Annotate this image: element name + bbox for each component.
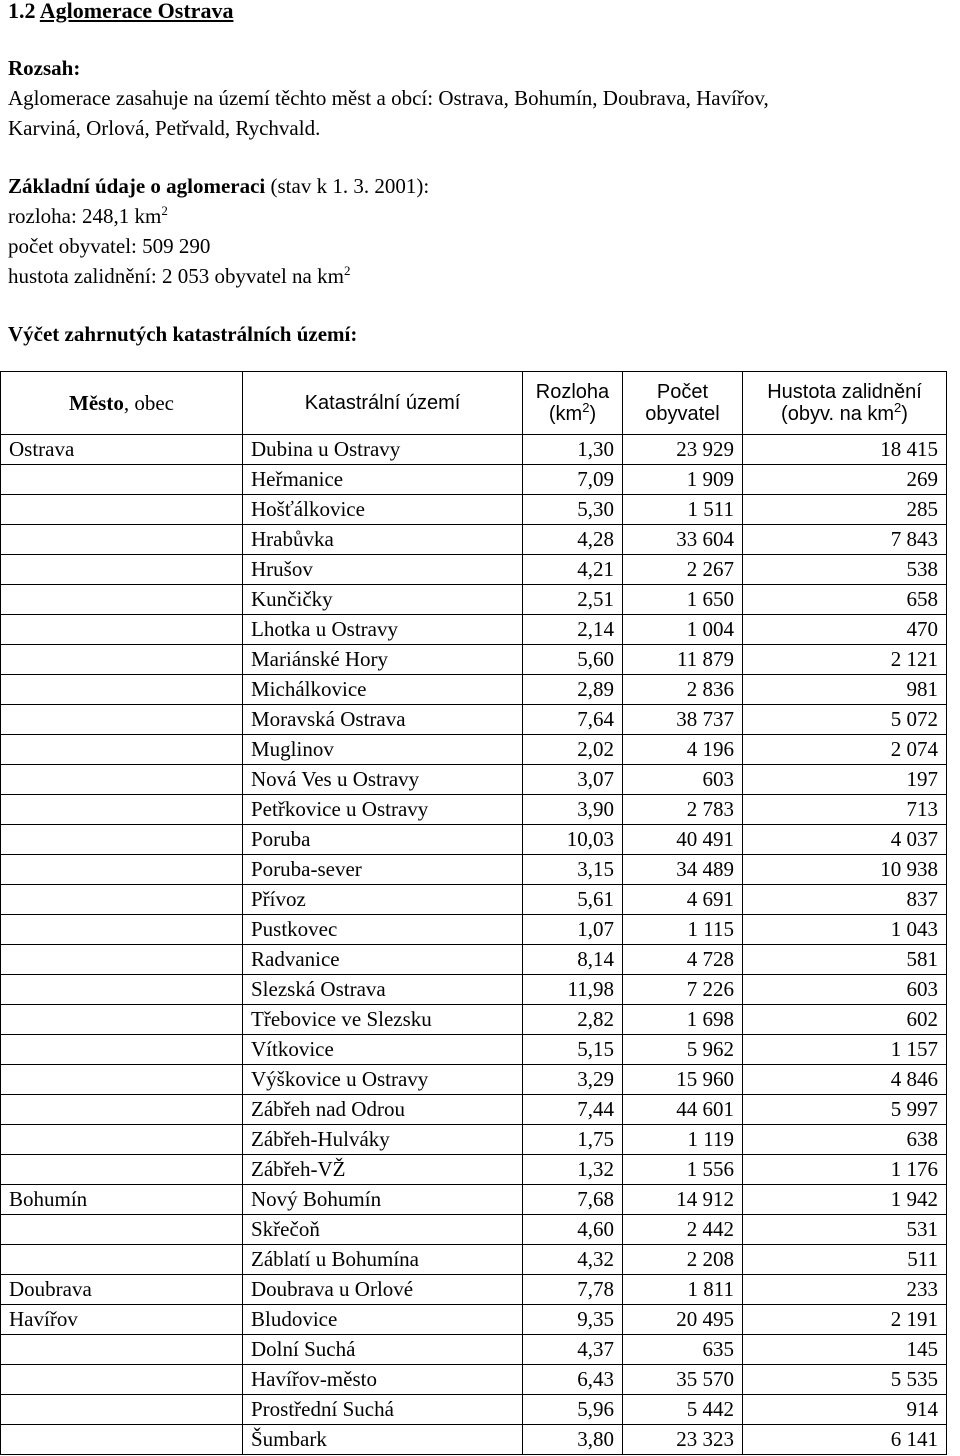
cell-cadastre: Bludovice <box>243 1305 523 1335</box>
scope-label: Rozsah: <box>8 56 81 80</box>
cell-population: 4 196 <box>623 735 743 765</box>
cell-density: 6 141 <box>743 1425 947 1455</box>
cell-population: 40 491 <box>623 825 743 855</box>
cell-cadastre: Zábřeh nad Odrou <box>243 1095 523 1125</box>
cell-population: 2 783 <box>623 795 743 825</box>
cell-area: 3,80 <box>523 1425 623 1455</box>
cell-city <box>1 1125 243 1155</box>
header-density: Hustota zalidnění (obyv. na $km^2$) <box>743 372 947 435</box>
table-row <box>1 975 947 1005</box>
cell-density: 713 <box>743 795 947 825</box>
cell-city: Havířov <box>1 1305 243 1335</box>
cell-city: Doubrava <box>1 1275 243 1305</box>
cell-area: 2,02 <box>523 735 623 765</box>
cell-city <box>1 1335 243 1365</box>
table-row <box>1 1125 947 1155</box>
cell-population: 4 691 <box>623 885 743 915</box>
table-row <box>1 1095 947 1125</box>
cell-area: 10,03 <box>523 825 623 855</box>
cell-cadastre: Michálkovice <box>243 675 523 705</box>
table-row <box>1 1395 947 1425</box>
cell-cadastre: Mariánské Hory <box>243 645 523 675</box>
table-row <box>1 1155 947 1185</box>
cell-density: 981 <box>743 675 947 705</box>
cell-density: 581 <box>743 945 947 975</box>
cell-city <box>1 1005 243 1035</box>
cell-area: 5,96 <box>523 1395 623 1425</box>
cell-city <box>1 1215 243 1245</box>
cell-cadastre: Nový Bohumín <box>243 1185 523 1215</box>
table-row <box>1 1425 947 1455</box>
cell-area: 3,07 <box>523 765 623 795</box>
cell-area: 6,43 <box>523 1365 623 1395</box>
cell-density: 638 <box>743 1125 947 1155</box>
table-row <box>1 615 947 645</box>
cell-city <box>1 825 243 855</box>
cell-density: 511 <box>743 1245 947 1275</box>
cell-city <box>1 735 243 765</box>
cell-city <box>1 1245 243 1275</box>
table-row <box>1 885 947 915</box>
cell-cadastre: Skřečoň <box>243 1215 523 1245</box>
cell-cadastre: Hrušov <box>243 555 523 585</box>
cell-cadastre: Lhotka u Ostravy <box>243 615 523 645</box>
cell-area: 5,60 <box>523 645 623 675</box>
table-row <box>1 585 947 615</box>
cell-population: 2 208 <box>623 1245 743 1275</box>
table-row <box>1 1365 947 1395</box>
cell-density: 4 846 <box>743 1065 947 1095</box>
table-row <box>1 765 947 795</box>
cell-cadastre: Prostřední Suchá <box>243 1395 523 1425</box>
cell-population: 4 728 <box>623 945 743 975</box>
cell-population: 635 <box>623 1335 743 1365</box>
table-row <box>1 675 947 705</box>
cell-population: 23 929 <box>623 435 743 465</box>
cell-cadastre: Radvanice <box>243 945 523 975</box>
cell-density: 837 <box>743 885 947 915</box>
cell-population: 5 442 <box>623 1395 743 1425</box>
table-body <box>1 435 947 1455</box>
table-row <box>1 705 947 735</box>
cell-cadastre: Zábřeh-VŽ <box>243 1155 523 1185</box>
table-row <box>1 555 947 585</box>
cell-population: 1 556 <box>623 1155 743 1185</box>
cadastre-table <box>0 371 947 1455</box>
density-text: hustota zalidnění: 2 053 obyvatel na km <box>8 264 344 288</box>
cell-area: 4,32 <box>523 1245 623 1275</box>
header-city: Město, obec <box>1 372 243 435</box>
table-row <box>1 825 947 855</box>
cell-cadastre: Poruba <box>243 825 523 855</box>
cell-city <box>1 1095 243 1125</box>
cell-area: 2,51 <box>523 585 623 615</box>
cell-population: 1 115 <box>623 915 743 945</box>
cell-city <box>1 675 243 705</box>
cell-area: 7,44 <box>523 1095 623 1125</box>
cell-density: 603 <box>743 975 947 1005</box>
scope-line-2: Karviná, Orlová, Petřvald, Rychvald. <box>8 116 321 140</box>
cell-population: 2 836 <box>623 675 743 705</box>
table-row <box>1 1065 947 1095</box>
cell-cadastre: Havířov-město <box>243 1365 523 1395</box>
cell-cadastre: Záblatí u Bohumína <box>243 1245 523 1275</box>
table-row <box>1 495 947 525</box>
cell-area: 5,30 <box>523 495 623 525</box>
cell-area: 4,21 <box>523 555 623 585</box>
cell-population: 1 004 <box>623 615 743 645</box>
cell-cadastre: Muglinov <box>243 735 523 765</box>
cell-population: 11 879 <box>623 645 743 675</box>
cell-density: 5 072 <box>743 705 947 735</box>
cell-density: 2 121 <box>743 645 947 675</box>
density-line <box>8 264 350 289</box>
table-row <box>1 1335 947 1365</box>
cell-area: 4,60 <box>523 1215 623 1245</box>
cell-city: Bohumín <box>1 1185 243 1215</box>
header-cadastre: Katastrální území <box>243 372 523 435</box>
cell-area: 2,14 <box>523 615 623 645</box>
table-row <box>1 1215 947 1245</box>
cell-cadastre: Hošťálkovice <box>243 495 523 525</box>
cell-density: 269 <box>743 465 947 495</box>
scope-line-1: Aglomerace zasahuje na území těchto měst a obcí: Ostrava, Bohumín, Doubrava, Havířov, <box>8 86 769 110</box>
cell-cadastre: Vítkovice <box>243 1035 523 1065</box>
table-row <box>1 435 947 465</box>
cell-population: 2 267 <box>623 555 743 585</box>
cell-cadastre: Doubrava u Orlové <box>243 1275 523 1305</box>
cell-area: 8,14 <box>523 945 623 975</box>
cell-density: 2 191 <box>743 1305 947 1335</box>
cell-area: 9,35 <box>523 1305 623 1335</box>
table-row <box>1 1185 947 1215</box>
basic-data-title-bold: Základní údaje o aglomeraci <box>8 174 266 198</box>
header-area: Rozloha $(km^2)$ <box>523 372 623 435</box>
cell-population: 1 698 <box>623 1005 743 1035</box>
basic-data-title <box>8 174 429 199</box>
cell-density: 233 <box>743 1275 947 1305</box>
cell-city <box>1 1065 243 1095</box>
cell-area: 1,07 <box>523 915 623 945</box>
cell-cadastre: Výškovice u Ostravy <box>243 1065 523 1095</box>
cell-city <box>1 465 243 495</box>
cell-population: 38 737 <box>623 705 743 735</box>
cell-city <box>1 1365 243 1395</box>
cell-density: 4 037 <box>743 825 947 855</box>
cell-density: 145 <box>743 1335 947 1365</box>
cell-population: 44 601 <box>623 1095 743 1125</box>
cell-cadastre: Hrabůvka <box>243 525 523 555</box>
table-header-row <box>1 372 947 435</box>
cell-cadastre: Dolní Suchá <box>243 1335 523 1365</box>
area-sup: 2 <box>161 203 168 218</box>
cell-density: 1 942 <box>743 1185 947 1215</box>
cell-area: 2,89 <box>523 675 623 705</box>
cell-area: 7,78 <box>523 1275 623 1305</box>
cell-cadastre: Šumbark <box>243 1425 523 1455</box>
cell-cadastre: Heřmanice <box>243 465 523 495</box>
cell-area: 4,37 <box>523 1335 623 1365</box>
table-row <box>1 1245 947 1275</box>
cell-area: 3,29 <box>523 1065 623 1095</box>
cell-city <box>1 915 243 945</box>
cell-density: 18 415 <box>743 435 947 465</box>
cell-city <box>1 885 243 915</box>
cell-cadastre: Přívoz <box>243 885 523 915</box>
cell-density: 470 <box>743 615 947 645</box>
cell-cadastre: Dubina u Ostravy <box>243 435 523 465</box>
table-row <box>1 1275 947 1305</box>
cell-city <box>1 795 243 825</box>
table-row <box>1 465 947 495</box>
header-population: Počet obyvatel <box>623 372 743 435</box>
cell-city <box>1 855 243 885</box>
cell-area: 4,28 <box>523 525 623 555</box>
cell-density: 197 <box>743 765 947 795</box>
cell-population: 35 570 <box>623 1365 743 1395</box>
cell-population: 14 912 <box>623 1185 743 1215</box>
cell-city <box>1 975 243 1005</box>
cell-city <box>1 1035 243 1065</box>
basic-data-date: (stav k 1. 3. 2001): <box>265 174 430 198</box>
cell-cadastre: Pustkovec <box>243 915 523 945</box>
cell-density: 1 157 <box>743 1035 947 1065</box>
cell-cadastre: Petřkovice u Ostravy <box>243 795 523 825</box>
cell-cadastre: Kunčičky <box>243 585 523 615</box>
cell-city <box>1 585 243 615</box>
cell-cadastre: Moravská Ostrava <box>243 705 523 735</box>
cell-population: 1 650 <box>623 585 743 615</box>
cell-population: 1 811 <box>623 1275 743 1305</box>
cell-cadastre: Zábřeh-Hulváky <box>243 1125 523 1155</box>
cell-density: 602 <box>743 1005 947 1035</box>
section-heading <box>8 0 233 24</box>
cell-city <box>1 1425 243 1455</box>
cell-density: 7 843 <box>743 525 947 555</box>
table-row <box>1 525 947 555</box>
cell-city <box>1 765 243 795</box>
cell-area: 7,68 <box>523 1185 623 1215</box>
section-number: 1.2 <box>8 0 36 23</box>
cell-cadastre: Slezská Ostrava <box>243 975 523 1005</box>
cell-population: 20 495 <box>623 1305 743 1335</box>
cell-density: 5 997 <box>743 1095 947 1125</box>
cell-density: 658 <box>743 585 947 615</box>
cell-city <box>1 945 243 975</box>
cell-cadastre: Poruba-sever <box>243 855 523 885</box>
cell-population: 1 119 <box>623 1125 743 1155</box>
cell-area: 1,75 <box>523 1125 623 1155</box>
cell-area: 1,32 <box>523 1155 623 1185</box>
cell-density: 914 <box>743 1395 947 1425</box>
cell-population: 2 442 <box>623 1215 743 1245</box>
cell-area: 2,82 <box>523 1005 623 1035</box>
cell-area: 5,61 <box>523 885 623 915</box>
table-row <box>1 735 947 765</box>
cell-city <box>1 525 243 555</box>
density-sup: 2 <box>343 263 351 278</box>
section-title: Aglomerace Ostrava <box>39 0 234 23</box>
table-row <box>1 645 947 675</box>
cell-area: 1,30 <box>523 435 623 465</box>
cell-density: 285 <box>743 495 947 525</box>
cell-population: 34 489 <box>623 855 743 885</box>
cell-density: 2 074 <box>743 735 947 765</box>
table-row <box>1 795 947 825</box>
table-row <box>1 1005 947 1035</box>
cell-population: 7 226 <box>623 975 743 1005</box>
area-line <box>8 204 168 229</box>
cell-city: Ostrava <box>1 435 243 465</box>
cell-cadastre: Třebovice ve Slezsku <box>243 1005 523 1035</box>
cell-city <box>1 1155 243 1185</box>
table-row <box>1 855 947 885</box>
cell-density: 5 535 <box>743 1365 947 1395</box>
cell-city <box>1 615 243 645</box>
table-row <box>1 1305 947 1335</box>
table-row <box>1 1035 947 1065</box>
cell-population: 5 962 <box>623 1035 743 1065</box>
cell-density: 1 043 <box>743 915 947 945</box>
cell-area: 5,15 <box>523 1035 623 1065</box>
cell-density: 1 176 <box>743 1155 947 1185</box>
cell-population: 15 960 <box>623 1065 743 1095</box>
table-row <box>1 945 947 975</box>
cell-area: 3,90 <box>523 795 623 825</box>
cell-city <box>1 495 243 525</box>
cell-density: 10 938 <box>743 855 947 885</box>
cell-density: 531 <box>743 1215 947 1245</box>
table-row <box>1 915 947 945</box>
cell-population: 1 909 <box>623 465 743 495</box>
cell-cadastre: Nová Ves u Ostravy <box>243 765 523 795</box>
cadastre-list-title: Výčet zahrnutých katastrálních území: <box>8 322 358 346</box>
cell-area: 11,98 <box>523 975 623 1005</box>
cell-city <box>1 705 243 735</box>
cell-population: 23 323 <box>623 1425 743 1455</box>
cell-population: 603 <box>623 765 743 795</box>
population-line: počet obyvatel: 509 290 <box>8 234 211 258</box>
cell-city <box>1 1395 243 1425</box>
cell-area: 7,09 <box>523 465 623 495</box>
cell-area: 7,64 <box>523 705 623 735</box>
cell-population: 1 511 <box>623 495 743 525</box>
cell-city <box>1 645 243 675</box>
cell-area: 3,15 <box>523 855 623 885</box>
cell-density: 538 <box>743 555 947 585</box>
cell-city <box>1 555 243 585</box>
area-text: rozloha: 248,1 km <box>8 204 162 228</box>
cell-population: 33 604 <box>623 525 743 555</box>
